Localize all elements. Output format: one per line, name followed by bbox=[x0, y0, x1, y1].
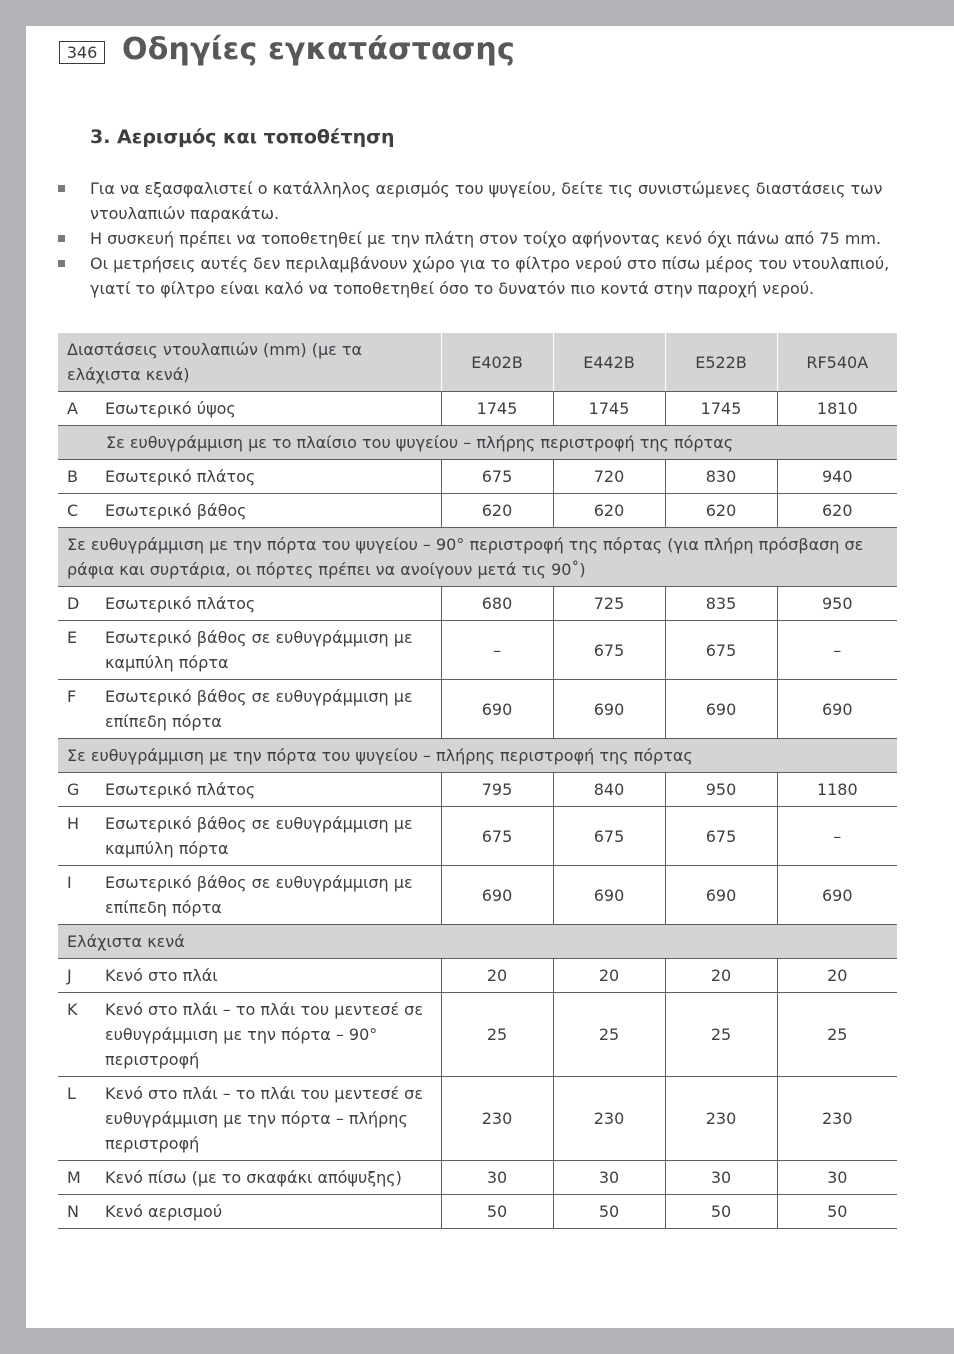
table-row bbox=[58, 1195, 897, 1229]
row-description: Εσωτερικό πλάτος bbox=[96, 773, 441, 807]
dimension-value: 620 bbox=[441, 494, 553, 528]
page-number: 346 bbox=[59, 41, 105, 64]
dimension-value: 675 bbox=[665, 621, 777, 680]
table-section-row bbox=[58, 925, 897, 959]
row-description: Εσωτερικό βάθος bbox=[96, 494, 441, 528]
row-letter: H bbox=[58, 807, 96, 866]
table-row bbox=[58, 494, 897, 528]
dimension-value: 725 bbox=[553, 587, 665, 621]
cabinet-dimensions-table bbox=[58, 333, 897, 1229]
bullet-text: Για να εξασφαλιστεί ο κατάλληλος αερισμός του ψυγείου, δείτε τις συνιστώμενες διαστάσεις των ντουλαπιών παρακάτω. bbox=[90, 179, 883, 223]
row-letter: M bbox=[58, 1161, 96, 1195]
dimension-value: 620 bbox=[777, 494, 897, 528]
row-letter: N bbox=[58, 1195, 96, 1229]
section-label: Σε ευθυγράμμιση με την πόρτα του ψυγείου – 90° περιστροφή της πόρτας (για πλήρη πρόσβαση σε ράφια και συρτάρια, οι πόρτες πρέπει να ανοίγουν μετά τις 90˚) bbox=[58, 528, 897, 587]
dimension-value: 950 bbox=[777, 587, 897, 621]
dimension-value: 620 bbox=[553, 494, 665, 528]
bullet-item bbox=[56, 251, 916, 301]
dimension-value: 690 bbox=[777, 866, 897, 925]
dimension-value: 50 bbox=[665, 1195, 777, 1229]
dimension-value: 690 bbox=[553, 680, 665, 739]
dimension-value: 230 bbox=[777, 1077, 897, 1161]
row-letter: A bbox=[58, 392, 96, 426]
table-row bbox=[58, 773, 897, 807]
table-row bbox=[58, 460, 897, 494]
row-letter: F bbox=[58, 680, 96, 739]
dimension-value: 20 bbox=[777, 959, 897, 993]
dimension-value: 680 bbox=[441, 587, 553, 621]
dimension-value: 950 bbox=[665, 773, 777, 807]
model-header: E522B bbox=[665, 333, 777, 392]
row-letter: B bbox=[58, 460, 96, 494]
dimension-value: 675 bbox=[553, 807, 665, 866]
model-header: E402B bbox=[441, 333, 553, 392]
dimension-value: 835 bbox=[665, 587, 777, 621]
table-row bbox=[58, 959, 897, 993]
header-label: Διαστάσεις ντουλαπιών (mm) (με τα ελάχιστα κενά) bbox=[58, 333, 441, 392]
section-label: Σε ευθυγράμμιση με το πλαίσιο του ψυγείου – πλήρης περιστροφή της πόρτας bbox=[58, 426, 897, 460]
table-row bbox=[58, 993, 897, 1077]
bullet-text: Η συσκευή πρέπει να τοποθετηθεί με την πλάτη στον τοίχο αφήνοντας κενό όχι πάνω από 75 mm. bbox=[90, 229, 882, 248]
row-description: Κενό πίσω (με το σκαφάκι απόψυξης) bbox=[96, 1161, 441, 1195]
row-description: Εσωτερικό ύψος bbox=[96, 392, 441, 426]
dimension-value: 1745 bbox=[553, 392, 665, 426]
table-row bbox=[58, 392, 897, 426]
dimension-value: 230 bbox=[553, 1077, 665, 1161]
row-letter: L bbox=[58, 1077, 96, 1161]
row-letter: J bbox=[58, 959, 96, 993]
row-description: Κενό στο πλάι – το πλάι του μεντεσέ σε ευθυγράμμιση με την πόρτα – 90° περιστροφή bbox=[96, 993, 441, 1077]
table-body bbox=[58, 392, 897, 1229]
dimension-value: 230 bbox=[441, 1077, 553, 1161]
dimension-value: 940 bbox=[777, 460, 897, 494]
table-row bbox=[58, 680, 897, 739]
row-description: Εσωτερικό πλάτος bbox=[96, 460, 441, 494]
dimension-value: 690 bbox=[665, 680, 777, 739]
table-section-row bbox=[58, 528, 897, 587]
dimension-value: 1745 bbox=[665, 392, 777, 426]
model-header: E442B bbox=[553, 333, 665, 392]
table-row bbox=[58, 866, 897, 925]
table-row bbox=[58, 587, 897, 621]
dimension-value: 25 bbox=[777, 993, 897, 1077]
dimension-value: 830 bbox=[665, 460, 777, 494]
dimension-value: 690 bbox=[553, 866, 665, 925]
section-label: Σε ευθυγράμμιση με την πόρτα του ψυγείου – πλήρης περιστροφή της πόρτας bbox=[58, 739, 897, 773]
row-letter: G bbox=[58, 773, 96, 807]
row-description: Εσωτερικό βάθος σε ευθυγράμμιση με επίπεδη πόρτα bbox=[96, 680, 441, 739]
page-title: Οδηγίες εγκατάστασης bbox=[122, 32, 515, 67]
row-description: Κενό στο πλάι bbox=[96, 959, 441, 993]
dimension-value: 675 bbox=[441, 807, 553, 866]
dimension-value: 1180 bbox=[777, 773, 897, 807]
dimension-value: 50 bbox=[441, 1195, 553, 1229]
row-letter: I bbox=[58, 866, 96, 925]
dimension-value: – bbox=[441, 621, 553, 680]
dimension-value: 20 bbox=[441, 959, 553, 993]
dimension-value: 230 bbox=[665, 1077, 777, 1161]
bullet-text: Οι μετρήσεις αυτές δεν περιλαμβάνουν χώρο για το φίλτρο νερού στο πίσω μέρος του ντουλαπιού, γιατί το φίλτρο είναι καλό να τοποθετηθεί όσο το δυνατόν πιο κοντά στην παροχή νερού. bbox=[90, 254, 890, 298]
table-row bbox=[58, 1161, 897, 1195]
row-description: Εσωτερικό βάθος σε ευθυγράμμιση με καμπύλη πόρτα bbox=[96, 807, 441, 866]
table-section-row bbox=[58, 426, 897, 460]
dimension-value: 30 bbox=[665, 1161, 777, 1195]
dimension-value: 840 bbox=[553, 773, 665, 807]
row-letter: E bbox=[58, 621, 96, 680]
dimension-value: 1810 bbox=[777, 392, 897, 426]
model-header: RF540A bbox=[777, 333, 897, 392]
dimension-value: 50 bbox=[553, 1195, 665, 1229]
dimension-value: – bbox=[777, 807, 897, 866]
table-section-row bbox=[58, 739, 897, 773]
table-header-row bbox=[58, 333, 897, 392]
table-row bbox=[58, 807, 897, 866]
bullet-item bbox=[56, 226, 916, 251]
row-letter: K bbox=[58, 993, 96, 1077]
dimension-value: 30 bbox=[777, 1161, 897, 1195]
section-label: Ελάχιστα κενά bbox=[58, 925, 897, 959]
dimension-value: 30 bbox=[553, 1161, 665, 1195]
dimension-value: 690 bbox=[665, 866, 777, 925]
table-row bbox=[58, 1077, 897, 1161]
dimension-value: 25 bbox=[441, 993, 553, 1077]
bullet-square-icon bbox=[58, 260, 65, 267]
dimension-value: 620 bbox=[665, 494, 777, 528]
dimension-value: 50 bbox=[777, 1195, 897, 1229]
bullet-square-icon bbox=[58, 235, 65, 242]
dimension-value: 25 bbox=[665, 993, 777, 1077]
dimension-value: 690 bbox=[777, 680, 897, 739]
dimension-value: 675 bbox=[553, 621, 665, 680]
row-letter: D bbox=[58, 587, 96, 621]
document-page bbox=[26, 26, 954, 1328]
row-description: Εσωτερικό βάθος σε ευθυγράμμιση με επίπεδη πόρτα bbox=[96, 866, 441, 925]
dimension-value: 795 bbox=[441, 773, 553, 807]
bullet-list bbox=[56, 176, 916, 301]
section-heading: 3. Αερισμός και τοποθέτηση bbox=[90, 126, 395, 148]
bullet-item bbox=[56, 176, 916, 226]
dimension-value: 690 bbox=[441, 680, 553, 739]
dimension-value: 675 bbox=[441, 460, 553, 494]
dimension-value: 690 bbox=[441, 866, 553, 925]
dimension-value: 675 bbox=[665, 807, 777, 866]
dimension-value: – bbox=[777, 621, 897, 680]
bullet-square-icon bbox=[58, 185, 65, 192]
row-description: Κενό στο πλάι – το πλάι του μεντεσέ σε ευθυγράμμιση με την πόρτα – πλήρης περιστροφή bbox=[96, 1077, 441, 1161]
dimension-value: 25 bbox=[553, 993, 665, 1077]
dimension-value: 20 bbox=[553, 959, 665, 993]
row-letter: C bbox=[58, 494, 96, 528]
dimension-value: 20 bbox=[665, 959, 777, 993]
dimension-value: 1745 bbox=[441, 392, 553, 426]
dimension-value: 720 bbox=[553, 460, 665, 494]
row-description: Εσωτερικό πλάτος bbox=[96, 587, 441, 621]
dimension-value: 30 bbox=[441, 1161, 553, 1195]
row-description: Εσωτερικό βάθος σε ευθυγράμμιση με καμπύλη πόρτα bbox=[96, 621, 441, 680]
table-row bbox=[58, 621, 897, 680]
row-description: Κενό αερισμού bbox=[96, 1195, 441, 1229]
